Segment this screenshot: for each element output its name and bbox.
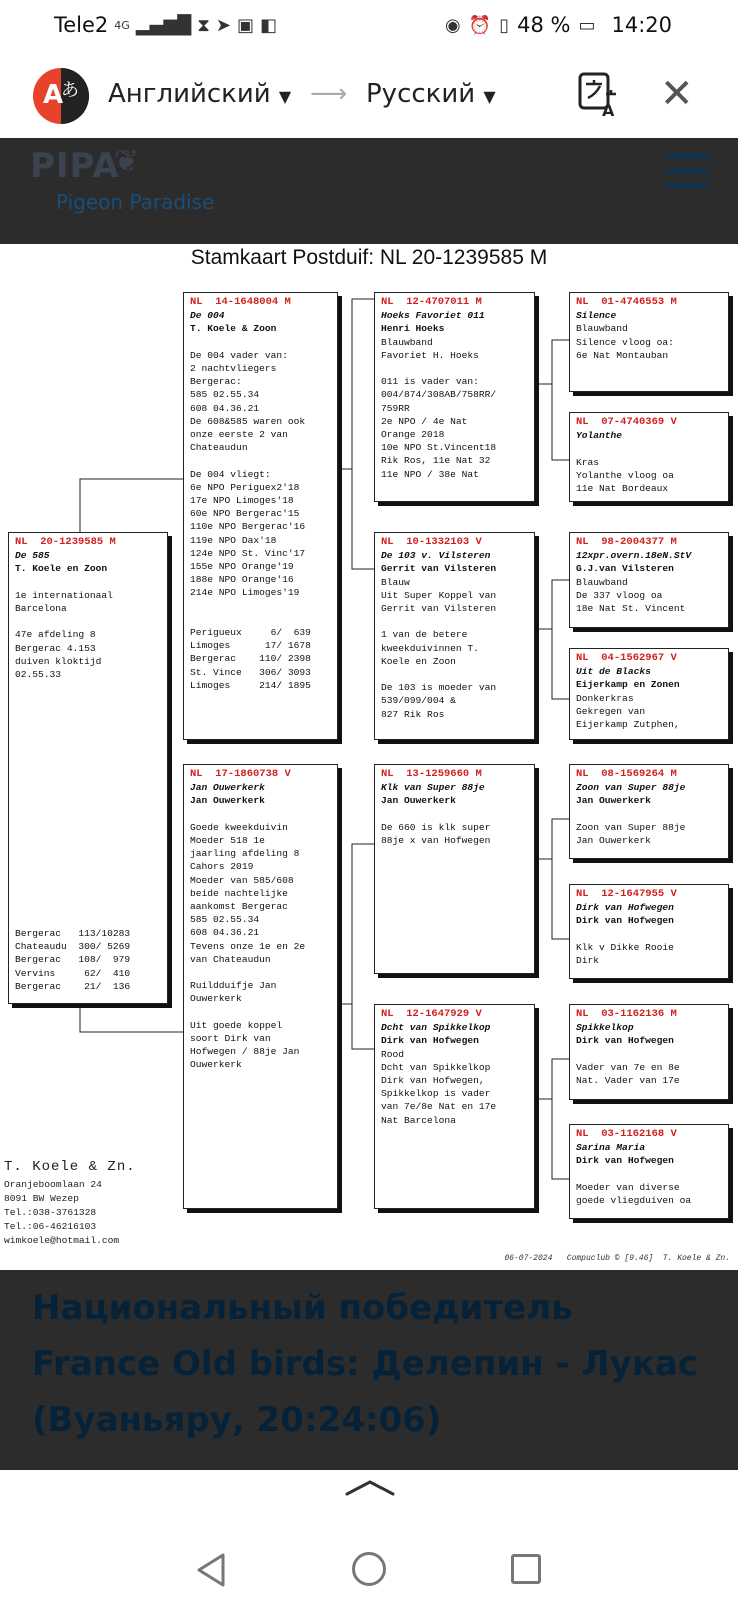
breeder-name: Jan Ouwerkerk <box>576 795 651 807</box>
pedigree-footer: 06-07-2024 Compuclub © [9.46] T. Koele & Zn. <box>504 1254 730 1263</box>
card-line: 119e NPO Dax'18 <box>190 534 277 546</box>
card-line: 6e Nat Montauban <box>576 349 669 361</box>
card-line: Spikkelkop is vader <box>381 1088 491 1100</box>
card-line: 155e NPO Orange'19 <box>190 561 294 573</box>
card-line: Cahors 2019 <box>190 861 254 873</box>
chevron-up-icon[interactable] <box>345 1478 395 1498</box>
translate-logo-icon: A あ <box>33 68 89 124</box>
card-line: Donkerkras <box>576 692 634 704</box>
pigeon-name: Uit de Blacks <box>576 666 651 678</box>
card-line <box>190 454 331 467</box>
pigeon-name: Spikkelkop <box>576 1022 634 1034</box>
ring-number: NL 03-1162168 V <box>576 1128 677 1140</box>
card-line: Limoges 214/ 1895 <box>190 679 311 691</box>
telegram-icon: ➤ <box>215 14 231 36</box>
card-line: 585 02.55.34 <box>190 914 260 926</box>
owner-email[interactable]: wimkoele@hotmail.com <box>4 1235 120 1246</box>
card-line: Blauwband <box>381 336 433 348</box>
card-line: 60e NPO Bergerac'15 <box>190 508 300 520</box>
card-line: Uit Super Koppel van <box>381 589 497 601</box>
ring-number: NL 12-1647955 V <box>576 888 677 900</box>
owner-address: Oranjeboomlaan 24 <box>4 1179 102 1190</box>
card-line: 004/874/308AB/758RR/ <box>381 389 497 401</box>
pigeon-name: Hoeks Favoriet 011 <box>381 310 485 322</box>
back-icon[interactable] <box>195 1552 227 1588</box>
ring-number: NL 98-2004377 M <box>576 536 677 548</box>
site-logo[interactable] <box>30 144 215 214</box>
card-line: 827 Rik Ros <box>381 708 445 720</box>
card-line: 10e NPO St.Vincent18 <box>381 442 497 454</box>
card-line: De 337 vloog oa <box>576 589 663 601</box>
owner-name: T. Koele & Zn. <box>4 1159 136 1175</box>
card-line: 608 04.36.21 <box>190 927 260 939</box>
card-line: 110e NPO Bergerac'16 <box>190 521 306 533</box>
card-line: 608 04.36.21 <box>190 402 260 414</box>
card-line: beide nachtelijke <box>190 887 288 899</box>
paternal-grandmother-card <box>374 532 535 740</box>
card-line: Dirk <box>576 955 600 966</box>
chart-notification-icon: ◧ <box>259 14 277 36</box>
card-line: Rik Ros, 11e Nat 32 <box>381 455 491 467</box>
result-line: Bergerac 21/ 136 <box>15 980 131 992</box>
card-line: De 608&585 waren ook <box>190 415 306 427</box>
paternal-grandfather-card <box>374 292 535 502</box>
card-line: Gerrit van Vilsteren <box>381 603 497 615</box>
card-line: Zoon van Super 88je <box>576 821 686 833</box>
great-grandparent-card <box>569 532 729 628</box>
card-line: Goede kweekduivin <box>190 821 288 833</box>
card-line: 124e NPO St. Vinc'17 <box>190 547 306 559</box>
card-line: Dcht van Spikkelkop <box>381 1061 491 1073</box>
source-language-label: Английский <box>108 79 271 109</box>
great-grandparent-card <box>569 1004 729 1100</box>
breeder-name: Dirk van Hofwegen <box>576 1155 674 1167</box>
card-line: De 660 is klk super <box>381 821 491 833</box>
card-line <box>576 808 722 821</box>
subject-pigeon-card <box>8 532 168 1004</box>
card-line: 11e NPO / 38e Nat <box>381 468 479 480</box>
article-section <box>0 1270 738 1470</box>
battery-percent: 48 % <box>517 13 571 37</box>
card-line: duiven kloktijd <box>15 655 102 667</box>
card-line <box>15 576 161 589</box>
card-line <box>190 613 331 626</box>
app-notification-icon: ▣ <box>236 14 254 36</box>
card-line: Ouwerkerk <box>190 1059 242 1071</box>
owner-phone-2: Tel.:06-46216103 <box>4 1221 97 1232</box>
status-bar <box>0 0 738 52</box>
home-icon[interactable] <box>352 1552 386 1586</box>
card-line: Dirk van Hofwegen, <box>381 1075 485 1087</box>
card-line <box>576 442 722 455</box>
close-icon[interactable]: ✕ <box>660 71 694 117</box>
maternal-grandfather-card <box>374 764 535 974</box>
arrow-right-icon: ⟶ <box>310 79 348 109</box>
breeder-name: Jan Ouwerkerk <box>381 795 456 807</box>
card-line: De 004 vader van: <box>190 349 288 361</box>
card-line: 88je x van Hofwegen <box>381 835 491 846</box>
card-line: 585 02.55.34 <box>190 389 260 401</box>
card-line: Bergerac: <box>190 376 242 388</box>
father-name: De 004 <box>190 310 225 322</box>
card-line: St. Vince 306/ 3093 <box>190 666 311 678</box>
vibrate-icon: ▯ <box>499 14 510 36</box>
great-grandparent-card <box>569 884 729 979</box>
card-line: soort Dirk van <box>190 1033 271 1045</box>
card-line: aankomst Bergerac <box>190 901 288 913</box>
source-language-selector[interactable] <box>108 79 291 109</box>
ring-number: NL 10-1332103 V <box>381 536 482 548</box>
translate-page-icon[interactable] <box>576 70 620 120</box>
pigeon-name: 12xpr.overn.18eN.StV <box>576 550 692 562</box>
father-breeder: T. Koele & Zoon <box>190 323 277 335</box>
card-line: Vader van 7e en 8e <box>576 1061 680 1073</box>
breeder-name: Gerrit van Vilsteren <box>381 563 497 575</box>
card-line <box>190 600 331 613</box>
clock: 14:20 <box>611 13 672 37</box>
svg-text:A: A <box>602 101 615 120</box>
subject-breeder: T. Koele en Zoon <box>15 563 108 575</box>
ring-number: NL 12-1647929 V <box>381 1008 482 1020</box>
card-line <box>576 1048 722 1061</box>
owner-city: 8091 BW Wezep <box>4 1193 79 1204</box>
card-line: Ruildduifje Jan <box>190 980 277 992</box>
card-line: Klk v Dikke Rooie <box>576 941 674 953</box>
card-line: Orange 2018 <box>381 429 445 441</box>
mother-card <box>183 764 338 1209</box>
card-line: Chateaudun <box>190 442 248 454</box>
owner-phone-1: Tel.:038-3761328 <box>4 1207 97 1218</box>
card-line <box>381 668 528 681</box>
card-line: Silence vloog oa: <box>576 336 674 348</box>
card-line <box>381 808 528 821</box>
card-line: Yolanthe vloog oa <box>576 469 674 481</box>
mother-name: Jan Ouwerkerk <box>190 782 265 794</box>
card-line: Limoges 17/ 1678 <box>190 640 311 652</box>
ring-number: NL 12-4707011 M <box>381 296 482 308</box>
card-line: 18e Nat St. Vincent <box>576 603 686 615</box>
card-line: 1 van de betere <box>381 629 468 641</box>
pigeon-name: Klk van Super 88je <box>381 782 485 794</box>
ring-number: NL 01-4746553 M <box>576 296 677 308</box>
carrier-label: Tele2 <box>54 13 109 37</box>
card-line: 6e NPO Periguex2'18 <box>190 481 300 493</box>
great-grandparent-card <box>569 1124 729 1219</box>
card-line: 214e NPO Limoges'19 <box>190 587 300 599</box>
pigeon-name: Dirk van Hofwegen <box>576 902 674 914</box>
breeder-name: Dirk van Hofwegen <box>576 1035 674 1047</box>
card-line: Moeder van 585/608 <box>190 874 294 886</box>
card-line <box>190 808 331 821</box>
site-header <box>0 138 738 244</box>
card-line: 539/099/004 & <box>381 695 456 707</box>
result-line: Vervins 62/ 410 <box>15 967 131 979</box>
card-line <box>576 928 722 941</box>
card-line <box>15 615 161 628</box>
great-grandparent-card <box>569 764 729 859</box>
pigeon-name: De 103 v. Vilsteren <box>381 550 491 562</box>
card-line: jaarling afdeling 8 <box>190 848 300 860</box>
eye-icon: ◉ <box>445 14 461 36</box>
target-language-label: Русский <box>366 79 476 109</box>
card-line: Perigueux 6/ 639 <box>190 627 311 639</box>
card-line <box>576 1168 722 1181</box>
card-line <box>381 615 528 628</box>
great-grandparent-card <box>569 648 729 740</box>
card-line: goede vliegduiven oa <box>576 1195 692 1206</box>
card-line <box>190 1006 331 1019</box>
father-card <box>183 292 338 740</box>
card-line: 47e afdeling 8 <box>15 629 96 641</box>
great-grandparent-card <box>569 292 729 392</box>
card-line: Kras <box>576 456 600 468</box>
breeder-name: G.J.van Vilsteren <box>576 563 674 575</box>
card-line: Uit goede koppel <box>190 1019 283 1031</box>
card-line: 011 is vader van: <box>381 376 479 388</box>
mother-breeder: Jan Ouwerkerk <box>190 795 265 807</box>
card-line: van 7e/8e Nat en 17e <box>381 1101 497 1113</box>
card-line: 2e NPO / 4e Nat <box>381 415 468 427</box>
card-line: Favoriet H. Hoeks <box>381 349 479 361</box>
pigeon-name: Sarina Maria <box>576 1142 646 1154</box>
article-title[interactable]: Национальный победитель France Old birds: Делепин - Лукас (Вуаньяру, 20:24:06) <box>32 1288 698 1440</box>
breeder-name: Dirk van Hofwegen <box>576 915 674 927</box>
great-grandparent-card <box>569 412 729 502</box>
result-line: Bergerac 113/10283 <box>15 927 131 939</box>
breeder-name: Dirk van Hofwegen <box>381 1035 479 1047</box>
target-language-selector[interactable] <box>366 79 496 109</box>
card-line: Moeder van diverse <box>576 1181 680 1193</box>
card-line: Nat Barcelona <box>381 1114 456 1126</box>
card-line: Nat. Vader van 17e <box>576 1075 680 1086</box>
pigeon-name: Zoon van Super 88je <box>576 782 686 794</box>
result-line: Chateaudu 300/ 5269 <box>15 941 131 953</box>
result-line: Bergerac 108/ 979 <box>15 954 131 966</box>
card-line: Jan Ouwerkerk <box>576 835 651 846</box>
translate-bar <box>0 52 738 138</box>
owner-contact-block <box>4 1160 136 1248</box>
ring-number: NL 04-1562967 V <box>576 652 677 664</box>
card-line: Hofwegen / 88je Jan <box>190 1046 300 1058</box>
card-line: Rood <box>381 1048 405 1060</box>
card-line: van Chateaudun <box>190 953 271 965</box>
card-line: De 103 is moeder van <box>381 682 497 694</box>
father-ring-number: NL 14-1648004 M <box>190 296 291 308</box>
card-line: 1e internationaal <box>15 589 113 601</box>
chevron-down-icon: ▼ <box>278 87 292 106</box>
card-line <box>190 966 331 979</box>
subject-ring-number: NL 20-1239585 M <box>15 536 116 548</box>
card-line: Barcelona <box>15 603 67 614</box>
recent-apps-icon[interactable] <box>511 1554 541 1584</box>
card-line <box>381 362 528 375</box>
ring-number: NL 13-1259660 M <box>381 768 482 780</box>
card-line: Koele en Zoon <box>381 655 456 667</box>
menu-icon[interactable] <box>666 154 708 192</box>
card-line: Ouwerkerk <box>190 993 242 1005</box>
pedigree-title: Stamkaart Postduif: NL 20-1239585 M <box>190 246 548 269</box>
card-line: Bergerac 110/ 2398 <box>190 653 311 665</box>
card-line: 759RR <box>381 402 410 414</box>
alarm-icon: ⏰ <box>468 14 492 36</box>
card-line: 11e Nat Bordeaux <box>576 483 669 494</box>
card-line <box>190 336 331 349</box>
card-line: De 004 vliegt: <box>190 468 271 480</box>
card-line: 17e NPO Limoges'18 <box>190 495 294 507</box>
maternal-grandmother-card <box>374 1004 535 1209</box>
card-line: Blauwband <box>576 576 628 588</box>
ring-number: NL 08-1569264 M <box>576 768 677 780</box>
chevron-down-icon: ▼ <box>483 87 496 106</box>
card-line: Eijerkamp Zutphen, <box>576 719 680 731</box>
battery-icon: ▭ <box>578 14 596 36</box>
site-logo-subtitle: Pigeon Paradise <box>56 190 215 214</box>
ring-number: NL 03-1162136 M <box>576 1008 677 1020</box>
signal-icon: ▂▄▆█ <box>135 14 192 36</box>
pedigree-document <box>0 244 738 1270</box>
card-line: 02.55.33 <box>15 669 62 680</box>
card-line: 188e NPO Orange'16 <box>190 574 294 586</box>
breeder-name: Eijerkamp en Zonen <box>576 679 680 691</box>
network-label: 4G <box>114 18 130 32</box>
pigeon-name: Silence <box>576 310 617 322</box>
mother-ring-number: NL 17-1860738 V <box>190 768 291 780</box>
ring-number: NL 07-4740369 V <box>576 416 677 428</box>
subject-pigeon-name: De 585 <box>15 550 50 562</box>
card-line: onze eerste 2 van <box>190 429 288 441</box>
site-logo-text: PIPA <box>30 146 120 186</box>
card-line: Bergerac 4.153 <box>15 642 96 654</box>
card-line: Gekregen van <box>576 705 646 717</box>
card-line: Blauw <box>381 576 410 588</box>
pigeon-name: Dcht van Spikkelkop <box>381 1022 491 1034</box>
card-line: 2 nachtvliegers <box>190 363 277 374</box>
card-line: Moeder 518 1e <box>190 835 265 846</box>
pigeon-icon: ❦ <box>114 144 140 179</box>
breeder-name: Henri Hoeks <box>381 323 445 335</box>
card-line: Blauwband <box>576 323 628 335</box>
pigeon-name: Yolanthe <box>576 430 623 442</box>
navigation-bar <box>0 1540 738 1600</box>
card-line: kweekduivinnen T. <box>381 642 479 654</box>
hourglass-icon: ⧗ <box>197 14 210 36</box>
card-line: Tevens onze 1e en 2e <box>190 940 306 952</box>
